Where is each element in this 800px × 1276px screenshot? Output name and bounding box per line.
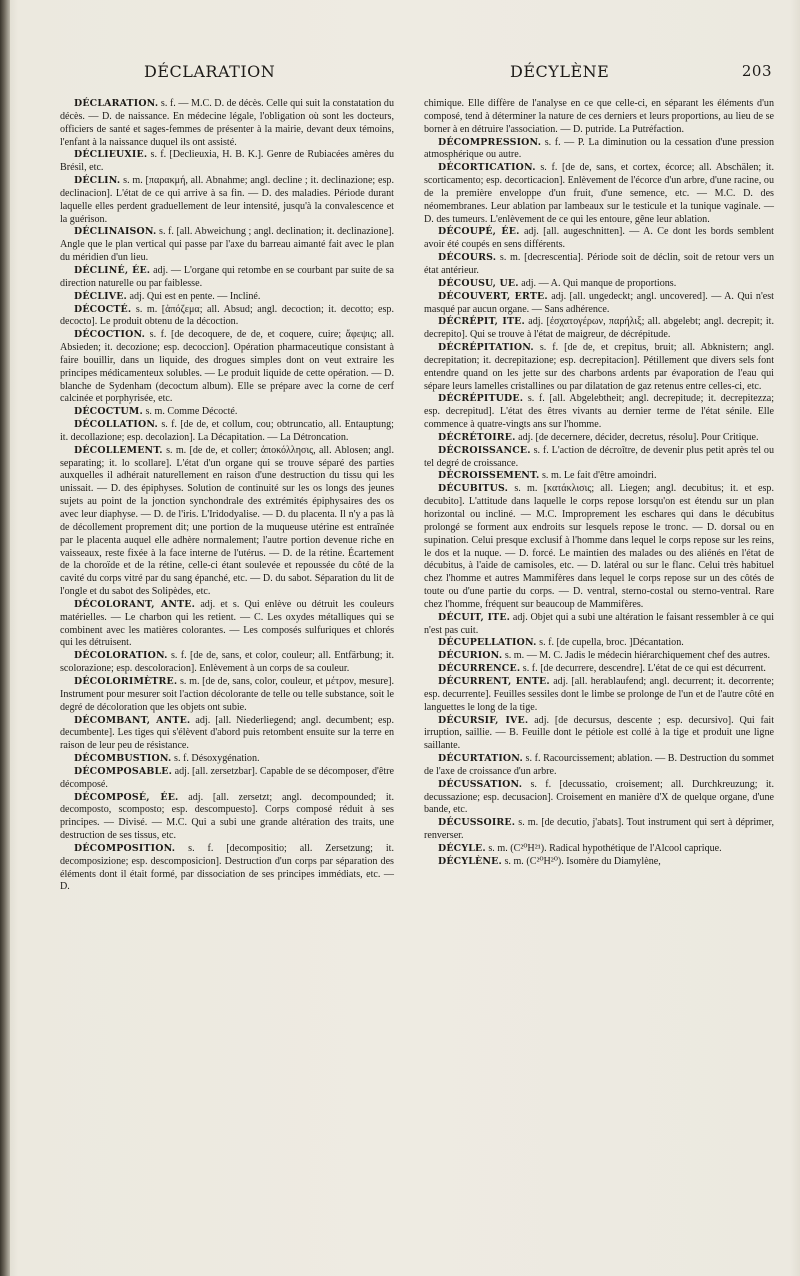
entry-headword: DÉCURRENT, ENTE. <box>438 675 550 687</box>
entry-text: s. f. [de decurrere, descendre]. L'état de ce qui est décurrent. <box>520 663 766 675</box>
entry-text: adj. [de decursus, descente ; esp. decursivo]. Qui fait irruption, saillie. — B. Feuille dont le pétiole est collé à la tige et produit une ligne saillante. <box>424 714 775 752</box>
dictionary-entry <box>424 779 774 818</box>
entry-text: adj. — L'organe qui retombe en se courbant par suite de sa direction naturelle ou par faiblesse. <box>60 264 394 289</box>
dictionary-entry <box>424 98 774 137</box>
entry-headword: DÉCLIN. <box>74 175 121 187</box>
entry-headword: DÉCOMPOSITION. <box>74 842 176 854</box>
entry-text: s. m. [de de, sans, color, couleur, et μέτρον, mesure]. Instrument pour mesurer soit l'action décolorante de telle ou telle substance, soit le degré de décoloration que les objets ont subie. <box>60 675 394 713</box>
entry-headword: DÉCOLORATION. <box>74 650 168 662</box>
entry-headword: DÉCURRENCE. <box>438 663 521 675</box>
entry-headword: DÉCRÉPITATION. <box>438 342 534 354</box>
entry-text: s. f. — M.C. D. de décès. Celle qui suit la constatation du décès. — D. de naissance. En médecine légale, l'obligation où sont les docteurs, officiers de santé et sages-femmes de présenter à la mairie, devant deux témoins, l'enfant à la naissance duquel ils ont assisté. <box>60 98 394 148</box>
entry-text: s. f. [de decoquere, de de, et coquere, cuire; ἄφεψις; all. Absieden; it. decozione; esp. decoccion]. Opération pharmaceutique consistant à faire bouillir, dans un liquide, des drogues simples dont on veut extraire les principes médicamenteux solubles. — Le produit liquide de cette opération. — D. blanche de Sydenham (decoctum album). Elle se prépare avec la corne de cerf calcinée et porphyrisée, etc. <box>60 329 394 405</box>
dictionary-entry <box>60 291 394 304</box>
entry-text: adj. [all. herablaufend; angl. decurrent; it. decorrente; esp. decurrente]. Feuilles sessiles dont le limbe se prolonge de l'un et de l'autre côté en languettes le long de la tige. <box>424 675 774 713</box>
dictionary-entry <box>424 843 774 856</box>
dictionary-entry <box>424 342 774 393</box>
entry-headword: DÉCOCTION. <box>74 329 146 341</box>
dictionary-entry <box>424 278 774 291</box>
dictionary-entry <box>424 226 774 252</box>
dictionary-entry <box>60 792 394 843</box>
entry-text: adj. [all. Niederliegend; angl. decumbent; esp. decumbente]. Les tiges qui s'élèvent d'abord puis retombent ensuite sur la terre en raison de leur peu de résistance. <box>60 714 394 752</box>
dictionary-entry <box>60 676 394 715</box>
entry-headword: DÉCOLORIMÈTRE. <box>74 675 178 687</box>
entry-headword: DÉCOMBUSTION. <box>74 753 172 765</box>
dictionary-entry <box>424 162 774 226</box>
entry-text: s. f. [all. Abgelebtheit; angl. decrepitude; it. decrepitezza; esp. decrepitud]. L'état des êtres vivants au dernier terme de l'état sénile. Elle commence à quatre-vingts ans sur l'homme. <box>424 393 774 431</box>
entry-text: s. f. [decompositio; all. Zersetzung; it. decomposizione; esp. descomposicion]. Destruction d'un corps par séparation des éléments dont il était formé, par dissociation de ses principes immédiats, etc. — D. <box>60 842 394 893</box>
dictionary-entry <box>60 599 394 650</box>
entry-headword: DÉCOLLEMENT. <box>74 444 163 456</box>
dictionary-entry <box>60 715 394 754</box>
entry-headword: DÉCOUPÉ, ÉE. <box>438 226 520 238</box>
dictionary-entry <box>424 650 774 663</box>
book-binding <box>0 0 10 1276</box>
entry-text: s. m. (C²⁰H²¹). Radical hypothétique de l'Alcool caprique. <box>485 842 722 854</box>
entry-headword: DÉCLIEUXIE. <box>74 149 148 161</box>
entry-headword: DÉCLIVE. <box>74 290 127 302</box>
entry-headword: DÉCOMPOSÉ, ÉE. <box>74 791 179 803</box>
entry-headword: DÉCOLLATION. <box>74 419 159 431</box>
entry-text: adj. [de decernere, décider, decretus, résolu]. Pour Critique. <box>515 431 759 443</box>
entry-text: adj. Qui est en pente. — Incliné. <box>127 290 261 302</box>
dictionary-entry <box>60 406 394 419</box>
entry-headword: DÉCUSSOIRE. <box>438 817 516 829</box>
dictionary-entry <box>424 676 774 715</box>
dictionary-entry <box>60 265 394 291</box>
dictionary-entry <box>424 445 774 471</box>
entry-headword: DÉCUSSATION. <box>438 778 523 790</box>
entry-text: chimique. Elle diffère de l'analyse en ce que celle-ci, en séparant les éléments d'un composé, tend à déterminer la nature de ces derniers et leurs proportions, au lieu de se borner à en détruire l'association. — D. putride. La Putréfaction. <box>424 98 774 135</box>
entry-text: s. f. [Declieuxia, H. B. K.]. Genre de Rubiacées amères du Brésil, etc. <box>60 149 394 174</box>
dictionary-entry <box>424 470 774 483</box>
dictionary-entry <box>424 483 774 611</box>
entry-text: s. m. — M. C. Jadis le médecin hiérarchiquement chef des autres. <box>502 650 770 662</box>
entry-text: s. m. Le fait d'être amoindri. <box>539 470 657 482</box>
header-center-title: DÉCYLÈNE <box>510 62 610 81</box>
dictionary-entry <box>60 843 394 894</box>
entry-headword: DÉCOUSU, UE. <box>438 277 519 289</box>
dictionary-entry <box>424 753 774 779</box>
dictionary-entry <box>60 329 394 406</box>
entry-headword: DÉCUPELLATION. <box>438 637 537 649</box>
entry-text: s. f. Désoxygénation. <box>171 753 260 765</box>
entry-headword: DÉCLINAISON. <box>74 226 157 238</box>
page-number: 203 <box>741 62 772 80</box>
entry-headword: DÉCUIT, ITE. <box>438 611 511 623</box>
entry-text: s. m. [de de, et coller; ἀποκόλλησις, all. Ablosen; angl. separating; it. lo scollare]. L'état d'un organe qui se trouve séparé des parties auxquelles il adhérait naturellement en raison d'une destruction du tissu qui les unissait. — D. des épiphyses. Solution de continuité sur les os longs des jeunes sujets au point de la jonction synchondrale des extrémités épiphysaires des os avec leur diaphyse. — D. de l'iris. L'Iridodyalise. — D. du placenta. Il n'y a pas là de décollement proprement dit; une portion de la muqueuse utérine est entraînée par le placenta auquel elle adhère normalement; l'autre portion devenue riche en vaisseaux, reste fixée à la face interne de l'utérus. — D. de la rétine. Écartement de la choroïde et de la rétine, celle-ci étant soulevée et repoussée du côté de la cavité du corps vitré par du sang épanché, etc. — D. du sabot. Séparation du lit de l'ongle et du sabot des Solipèdes, etc. <box>60 444 394 598</box>
dictionary-entry <box>424 393 774 432</box>
entry-headword: DÉCYLE. <box>438 842 486 854</box>
dictionary-entry <box>60 149 394 175</box>
entry-headword: DÉCROISSEMENT. <box>438 470 540 482</box>
dictionary-entry <box>424 612 774 638</box>
dictionary-entry <box>60 766 394 792</box>
entry-headword: DÉCROISSANCE. <box>438 444 531 456</box>
entry-headword: DÉCURION. <box>438 650 503 662</box>
entry-headword: DÉCLINÉ, ÉE. <box>74 264 151 276</box>
entry-text: adj. [all. ungedeckt; angl. uncovered]. — A. Qui n'est masqué par aucun organe. — Sans adhérence. <box>424 290 774 315</box>
entry-text: s. m. [ἀπόζεμα; all. Absud; angl. decoction; it. decotto; esp. decocto]. Le produit obtenu de la décoction. <box>60 303 394 328</box>
entry-headword: DÉCOLORANT, ANTE. <box>74 598 196 610</box>
entry-text: adj. [ἐσχατογέρων, παρήλιξ; all. abgelebt; angl. decrepit; it. decrepito]. Qui se trouve à l'état de maigreur, de décrépitude. <box>424 316 774 341</box>
entry-headword: DÉCORTICATION. <box>438 162 536 174</box>
dictionary-entry <box>424 856 774 869</box>
entry-text: adj. [all. zersetzt; angl. decompounded; it. decomposto, scomposto; esp. descompuesto]. Corps composé réduit à ses principes. — Divisé. — M.C. Qui a subi une grande altération des traits, une destruction de ses tissus, etc. <box>60 791 394 842</box>
header-left-title: DÉCLARATION <box>144 62 276 81</box>
entry-text: s. f. [de de, et collum, cou; obtruncatio, all. Entauptung; it. decollazione; esp. decolazion]. La Décapitation. — La Détroncation. <box>60 419 394 443</box>
entry-text: s. f. [de de, et crepitus, bruit; all. Abknistern; angl. decrepitation; it. decrepitazione; esp. decrepitacion]. Pétillement que divers sels font entendre quand on les jette sur des charbons ardents par évaporation de l'eau qui sépare leurs lamelles cristallines ou par dilatation de gaz retenus entre celles-ci, etc. <box>424 342 774 392</box>
entry-text: s. f. [de de, sans, et cortex, écorce; all. Abschälen; it. scorticamento; esp. decorticacion]. Enlèvement de l'écorce d'un arbre, d'une racine, ou de la première enveloppe d'un fruit, d'une semence, etc. — M.C. D. des néomembranes. Leur ablation par lambeaux sur le testicule et la tunique vaginale. — D. des tumeurs. L'enlèvement de ce qui les entoure, gêne leur ablation. <box>424 162 774 225</box>
left-column <box>60 98 394 894</box>
entry-headword: DÉCOCTUM. <box>74 406 143 418</box>
entry-text: adj. et s. Qui enlève ou détruit les couleurs matérielles. — Le charbon qui les retient. — C. Les oxydes métalliques qui se combinent avec les matières colorantes. — Les composés sulfuriques et chlorés qui les détruisent. <box>60 598 394 649</box>
dictionary-entry <box>60 753 394 766</box>
entry-text: adj. [all. zersetzbar]. Capable de se décomposer, d'être décomposé. <box>60 765 394 790</box>
entry-text: adj. [all. augeschnitten]. — A. Ce dont les bords semblent avoir été coupés en sens différents. <box>424 226 774 251</box>
entry-headword: DÉCRÉPITUDE. <box>438 393 524 405</box>
entry-text: s. m. [de decutio, j'abats]. Tout instrument qui sert à déprimer, renverser. <box>424 817 774 842</box>
dictionary-entry <box>60 445 394 599</box>
dictionary-entry <box>424 715 774 754</box>
running-header <box>34 62 782 86</box>
dictionary-entry <box>60 419 394 445</box>
entry-text: s. f. L'action de décroître, de devenir plus petit après tel ou tel degré de croissance. <box>424 444 774 469</box>
dictionary-entry <box>60 650 394 676</box>
entry-headword: DÉCRÉTOIRE. <box>438 431 516 443</box>
entry-headword: DÉCOMPRESSION. <box>438 136 542 148</box>
entry-headword: DÉCURTATION. <box>438 753 523 765</box>
dictionary-entry <box>424 137 774 163</box>
entry-headword: DÉCUBITUS. <box>438 483 509 495</box>
entry-text: adj. — A. Qui manque de proportions. <box>518 277 677 289</box>
entry-headword: DÉCOCTÉ. <box>74 303 132 315</box>
entry-headword: DÉCLARATION. <box>74 98 159 109</box>
right-column <box>424 98 774 869</box>
entry-text: s. f. Racourcissement; ablation. — B. Destruction du sommet de l'axe de croissance d'un arbre. <box>424 753 774 777</box>
entry-text: s. m. Comme Décocté. <box>142 406 238 418</box>
entry-text: s. f. [de de, sans, et color, couleur; all. Entfärbung; it. scolorazione; esp. descoloracion]. Enlèvement à un corps de sa couleur. <box>60 650 394 675</box>
entry-text: s. m. [παρακμή, all. Abnahme; angl. decline ; it. declinazione; esp. declinacion]. L'état de ce qui arrive à sa fin. — D. des maladies. Période durant laquelle elles perdent graduellement de leur intensité, jusqu'à la convalescence et la guérison. <box>60 175 394 225</box>
entry-text: s. m. [decrescentia]. Période soit de déclin, soit de retour vers un état antérieur. <box>424 252 774 276</box>
dictionary-entry <box>424 663 774 676</box>
entry-headword: DÉCOUVERT, ERTE. <box>438 290 548 302</box>
dictionary-entry <box>424 291 774 317</box>
dictionary-entry <box>424 316 774 342</box>
entry-headword: DÉCOMPOSABLE. <box>74 765 173 777</box>
entry-text: s. f. [all. Abweichung ; angl. declination; it. declinazione]. Angle que le plan vertical qui passe par l'axe du barreau aimanté fait avec le plan du méridien d'un lieu. <box>60 226 394 264</box>
dictionary-entry <box>424 637 774 650</box>
entry-text: s. f. [de cupella, broc. ]Décantation. <box>536 637 684 649</box>
entry-text: s. m. [κατάκλισις; all. Liegen; angl. decubitus; it. et esp. decubito]. L'attitude dans laquelle le corps repose lorsqu'on est étendu sur un plan horizontal ou incliné. — M.C. Improprement les eschares qui dans le décubitus prolongé se forment aux endroits sur lesquels repose le tronc. — D. dorsal ou en supination. Celui presque exclusif à l'homme dans lequel le corps repose sur les reins, le dos et la nuque. — D. forcé. Le maintien des malades ou des aliénés en l'état de décubitus, à l'aide de camisoles, etc. — D. latéral ou sur le flanc. Celui très habituel chez l'homme et autres Mammifères dans lequel le corps repose sur un des côtés de toute ou d'une partie du corps. — D. ventral, sterno-costal ou sterno-ventral. Rare chez l'homme, fréquent sur beaucoup de Mammifères. <box>424 483 774 610</box>
dictionary-entry <box>424 817 774 843</box>
dictionary-entry <box>60 175 394 226</box>
entry-text: adj. Objet qui a subi une altération le faisant ressembler à ce qui n'est pas cuit. <box>424 611 774 636</box>
entry-text: s. m. (C²⁰H²⁰). Isomère du Diamylène, <box>501 855 661 867</box>
entry-text: s. f. [decussatio, croisement; all. Durchkreuzung; it. decussazione; esp. decusacion]. Croisement en manière d'X de quelque organe, d'une bande, etc. <box>424 778 774 816</box>
entry-headword: DÉCYLÈNE. <box>438 855 502 867</box>
dictionary-entry <box>424 432 774 445</box>
entry-headword: DÉCURSIF, IVE. <box>438 714 529 726</box>
dictionary-entry <box>60 226 394 265</box>
dictionary-entry <box>60 98 394 149</box>
entry-headword: DÉCOMBANT, ANTE. <box>74 714 191 726</box>
dictionary-entry <box>60 304 394 330</box>
entry-headword: DÉCOURS. <box>438 252 497 264</box>
entry-text: s. f. — P. La diminution ou la cessation d'une pression atmosphérique ou autre. <box>424 136 774 161</box>
dictionary-entry <box>424 252 774 278</box>
entry-headword: DÉCRÉPIT, ITE. <box>438 316 525 328</box>
